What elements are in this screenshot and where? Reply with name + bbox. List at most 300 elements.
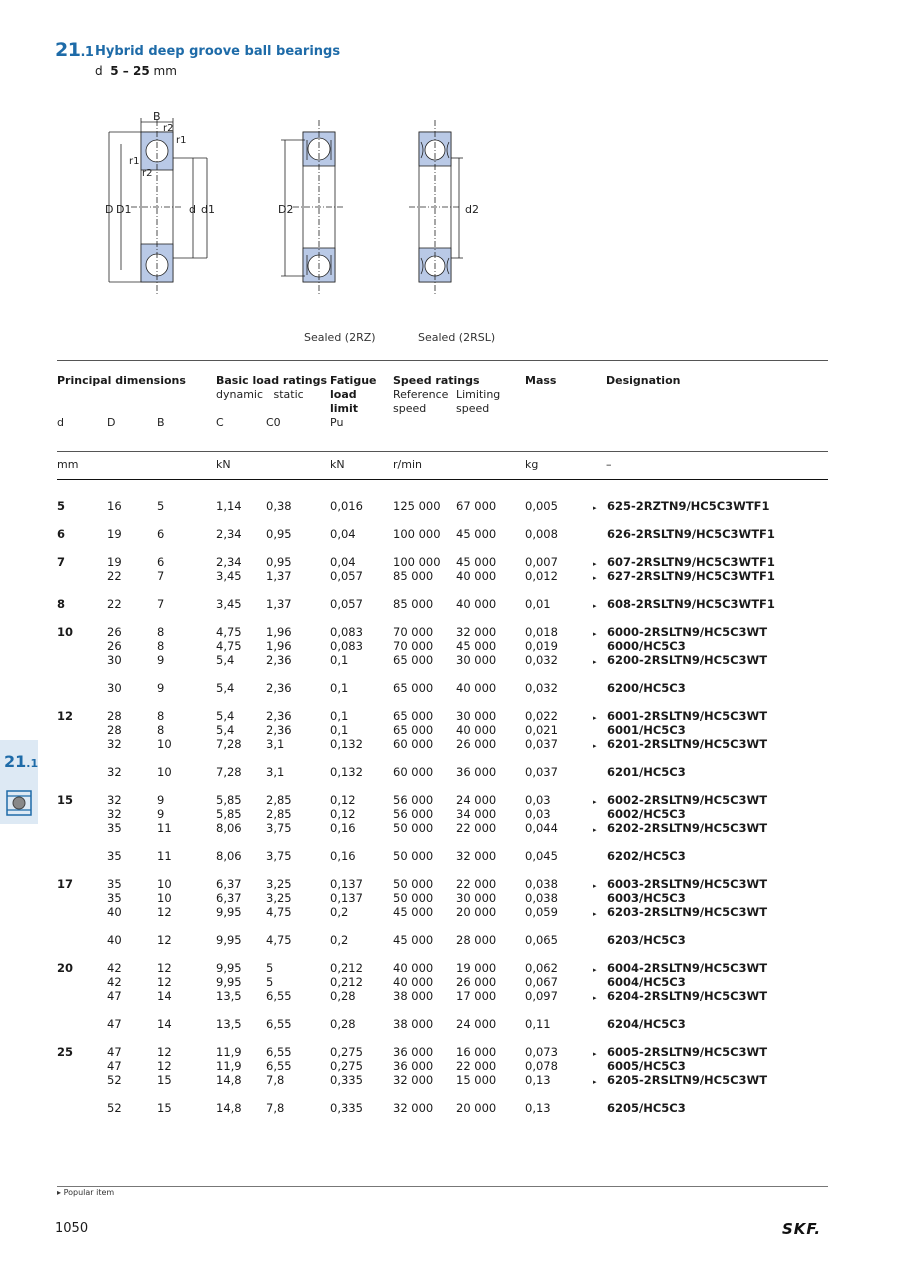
cell-b: 12 (157, 905, 172, 919)
cell-designation[interactable] (607, 849, 686, 863)
cell-c0: 2,36 (266, 709, 292, 723)
dim-label-d: d (189, 203, 196, 216)
cell-mass: 0,067 (525, 975, 558, 989)
cell-d: 42 (107, 975, 122, 989)
cell-mass: 0,01 (525, 597, 551, 611)
designation-text: 6003/HC5C3 (607, 891, 686, 905)
cell-designation[interactable] (607, 807, 686, 821)
cell-mass: 0,11 (525, 1017, 551, 1031)
designation-text: 607-2RSLTN9/HC5C3WTF1 (607, 555, 775, 569)
cell-designation[interactable] (607, 765, 686, 779)
cell-lim: 40 000 (456, 723, 497, 737)
cell-designation[interactable] (607, 723, 686, 737)
cell-lim: 28 000 (456, 933, 497, 947)
cell-lim: 40 000 (456, 597, 497, 611)
cell-c0: 0,38 (266, 499, 292, 513)
popular-item-marker: ▸ (593, 994, 597, 1002)
designation-text: 6005/HC5C3 (607, 1059, 686, 1073)
cell-b: 7 (157, 597, 165, 611)
cell-ref: 65 000 (393, 709, 434, 723)
cell-designation[interactable] (593, 737, 768, 751)
cell-pu: 0,016 (330, 499, 363, 513)
cell-designation[interactable] (593, 653, 768, 667)
page-title: Hybrid deep groove ball bearings (95, 44, 341, 59)
cell-designation[interactable] (593, 905, 768, 919)
cell-d: 40 (107, 933, 122, 947)
cell-lim: 26 000 (456, 975, 497, 989)
cell-b: 8 (157, 625, 165, 639)
cell-ref: 38 000 (393, 989, 434, 1003)
cell-mass: 0,073 (525, 1045, 558, 1059)
cell-mass: 0,038 (525, 891, 558, 905)
cell-designation[interactable] (607, 1059, 686, 1073)
cell-pu: 0,275 (330, 1045, 363, 1059)
designation-text: 6002/HC5C3 (607, 807, 686, 821)
cell-designation[interactable] (593, 499, 770, 513)
cell-d: 35 (107, 877, 122, 891)
sym-D: D (107, 416, 116, 429)
cell-mass: 0,065 (525, 933, 558, 947)
cell-designation[interactable] (593, 1073, 768, 1087)
cell-ref: 45 000 (393, 933, 434, 947)
cell-ref: 85 000 (393, 569, 434, 583)
cell-pu: 0,1 (330, 653, 349, 667)
cell-lim: 30 000 (456, 653, 497, 667)
cell-b: 15 (157, 1073, 172, 1087)
footer-rule (57, 1186, 828, 1187)
cell-c0: 2,36 (266, 723, 292, 737)
designation-text: 6202/HC5C3 (607, 849, 686, 863)
cell-d: 26 (107, 625, 122, 639)
cell-lim: 32 000 (456, 625, 497, 639)
cell-designation[interactable] (607, 527, 775, 541)
cell-mass: 0,005 (525, 499, 558, 513)
cell-c0: 0,95 (266, 555, 292, 569)
cell-d: 20 (57, 961, 74, 975)
cell-ref: 32 000 (393, 1101, 434, 1115)
cell-b: 9 (157, 807, 165, 821)
cell-lim: 20 000 (456, 1101, 497, 1115)
cell-d: 47 (107, 1045, 122, 1059)
cell-pu: 0,057 (330, 597, 363, 611)
cell-d: 10 (57, 625, 74, 639)
cell-c0: 6,55 (266, 1059, 292, 1073)
cell-d: 17 (57, 877, 74, 891)
dim-label-D1: D1 (116, 203, 132, 216)
cell-d: 42 (107, 961, 122, 975)
cell-d: 22 (107, 597, 122, 611)
cell-d: 8 (57, 597, 66, 611)
cell-c0: 6,55 (266, 989, 292, 1003)
skf-logo: SKF. (782, 1220, 822, 1238)
cell-d: 52 (107, 1101, 122, 1115)
col-designation: Designation (606, 374, 681, 387)
cell-b: 9 (157, 653, 165, 667)
unit-mm: mm (57, 458, 79, 471)
cell-c: 14,8 (216, 1101, 242, 1115)
cell-designation[interactable] (607, 681, 686, 695)
cell-pu: 0,137 (330, 877, 363, 891)
cell-c: 7,28 (216, 737, 242, 751)
cell-pu: 0,335 (330, 1073, 363, 1087)
cell-b: 11 (157, 821, 172, 835)
cell-c: 8,06 (216, 849, 242, 863)
cell-d: 19 (107, 527, 122, 541)
designation-text: 6201-2RSLTN9/HC5C3WT (607, 737, 768, 751)
cell-mass: 0,097 (525, 989, 558, 1003)
cell-lim: 15 000 (456, 1073, 497, 1087)
dim-label-r1: r1 (129, 156, 140, 167)
cell-ref: 56 000 (393, 793, 434, 807)
cell-c: 6,37 (216, 891, 242, 905)
unit-kn-fatigue: kN (330, 458, 345, 471)
cell-lim: 36 000 (456, 765, 497, 779)
cell-d: 28 (107, 709, 122, 723)
cell-lim: 22 000 (456, 1059, 497, 1073)
cell-b: 10 (157, 891, 172, 905)
cell-c0: 5 (266, 961, 274, 975)
cell-ref: 60 000 (393, 737, 434, 751)
cell-pu: 0,132 (330, 737, 363, 751)
cell-pu: 0,12 (330, 793, 356, 807)
designation-text: 6203-2RSLTN9/HC5C3WT (607, 905, 768, 919)
col-basic-load-ratings: Basic load ratings (216, 374, 328, 387)
cell-c: 9,95 (216, 905, 242, 919)
cell-pu: 0,16 (330, 849, 356, 863)
designation-text: 625-2RZTN9/HC5C3WTF1 (607, 499, 770, 513)
cell-pu: 0,212 (330, 975, 363, 989)
cell-ref: 50 000 (393, 877, 434, 891)
dim-label-r2-top: r2 (163, 123, 174, 134)
cell-c: 13,5 (216, 989, 242, 1003)
unit-kg: kg (525, 458, 539, 471)
cell-pu: 0,275 (330, 1059, 363, 1073)
col-mass: Mass (525, 374, 557, 387)
cell-b: 7 (157, 569, 165, 583)
cell-c: 5,4 (216, 653, 235, 667)
dim-label-D: D (105, 203, 114, 216)
cell-d: 35 (107, 821, 122, 835)
cell-c0: 2,36 (266, 653, 292, 667)
popular-item-marker: ▸ (593, 602, 597, 610)
cell-c0: 2,85 (266, 793, 292, 807)
popular-item-marker: ▸ (593, 826, 597, 834)
side-tab-number: 21.1 (4, 752, 39, 771)
col-principal-dimensions: Principal dimensions (57, 374, 186, 387)
cell-ref: 70 000 (393, 639, 434, 653)
designation-text: 6004-2RSLTN9/HC5C3WT (607, 961, 768, 975)
cell-designation[interactable] (593, 555, 775, 569)
unit-kn-load: kN (216, 458, 231, 471)
cell-ref: 36 000 (393, 1059, 434, 1073)
cell-c0: 3,1 (266, 765, 285, 779)
cell-mass: 0,032 (525, 653, 558, 667)
popular-item-marker: ▸ (593, 630, 597, 638)
dim-label-d2: d2 (465, 203, 479, 216)
section-number: 21.1 (55, 39, 94, 61)
cell-b: 8 (157, 723, 165, 737)
cell-mass: 0,038 (525, 877, 558, 891)
cell-mass: 0,032 (525, 681, 558, 695)
cell-pu: 0,28 (330, 989, 356, 1003)
cell-c: 8,06 (216, 821, 242, 835)
cell-c: 11,9 (216, 1045, 242, 1059)
cell-c: 5,4 (216, 723, 235, 737)
cell-ref: 85 000 (393, 597, 434, 611)
cell-ref: 56 000 (393, 807, 434, 821)
designation-text: 6204-2RSLTN9/HC5C3WT (607, 989, 768, 1003)
cell-ref: 40 000 (393, 961, 434, 975)
popular-item-marker: ▸ (593, 798, 597, 806)
popular-item-marker: ▸ (593, 742, 597, 750)
cell-ref: 38 000 (393, 1017, 434, 1031)
cell-lim: 34 000 (456, 807, 497, 821)
cell-b: 10 (157, 737, 172, 751)
dim-label-B: B (153, 110, 161, 123)
designation-text: 6205-2RSLTN9/HC5C3WT (607, 1073, 768, 1087)
cell-c0: 1,96 (266, 625, 292, 639)
cell-mass: 0,062 (525, 961, 558, 975)
cell-c: 1,14 (216, 499, 242, 513)
cell-c: 14,8 (216, 1073, 242, 1087)
cell-d: 32 (107, 765, 122, 779)
cell-designation[interactable] (593, 569, 775, 583)
cell-c: 4,75 (216, 625, 242, 639)
cell-c: 3,45 (216, 597, 242, 611)
cell-c0: 6,55 (266, 1017, 292, 1031)
cell-c: 11,9 (216, 1059, 242, 1073)
cell-ref: 100 000 (393, 555, 441, 569)
popular-item-marker: ▸ (593, 574, 597, 582)
cell-ref: 65 000 (393, 681, 434, 695)
cell-c0: 7,8 (266, 1073, 285, 1087)
cell-lim: 17 000 (456, 989, 497, 1003)
cell-c0: 3,25 (266, 891, 292, 905)
cell-c0: 3,75 (266, 849, 292, 863)
designation-text: 6200-2RSLTN9/HC5C3WT (607, 653, 768, 667)
designation-text: 6205/HC5C3 (607, 1101, 686, 1115)
cell-c: 5,85 (216, 807, 242, 821)
cell-mass: 0,059 (525, 905, 558, 919)
cell-d: 25 (57, 1045, 74, 1059)
cell-designation[interactable] (607, 933, 686, 947)
caption-sealed-2rz: Sealed (2RZ) (304, 331, 376, 344)
designation-text: 6001/HC5C3 (607, 723, 686, 737)
cell-b: 5 (157, 499, 165, 513)
cell-d: 32 (107, 793, 122, 807)
cell-b: 8 (157, 639, 165, 653)
designation-text: 6203/HC5C3 (607, 933, 686, 947)
cell-lim: 22 000 (456, 877, 497, 891)
cell-pu: 0,1 (330, 723, 349, 737)
popular-item-marker: ▸ (593, 714, 597, 722)
size-range: d 5 – 25 mm (95, 64, 177, 78)
cell-designation[interactable] (593, 961, 768, 975)
bearing-icon (6, 790, 32, 816)
cell-c0: 2,36 (266, 681, 292, 695)
dim-label-r2: r2 (142, 168, 153, 179)
dim-label-r1-top: r1 (176, 135, 187, 146)
cell-c0: 0,95 (266, 527, 292, 541)
sym-d: d (57, 416, 64, 429)
designation-text: 6202-2RSLTN9/HC5C3WT (607, 821, 768, 835)
cell-c0: 6,55 (266, 1045, 292, 1059)
designation-text: 6000/HC5C3 (607, 639, 686, 653)
col-fatigue-load-limit: Fatigue load limit (330, 374, 377, 415)
sym-Pu: Pu (330, 416, 344, 429)
cell-lim: 45 000 (456, 639, 497, 653)
cell-c0: 1,96 (266, 639, 292, 653)
designation-text: 6003-2RSLTN9/HC5C3WT (607, 877, 768, 891)
popular-item-marker: ▸ (593, 658, 597, 666)
cell-ref: 50 000 (393, 849, 434, 863)
cell-c0: 3,75 (266, 821, 292, 835)
cell-designation[interactable] (593, 821, 768, 835)
cell-ref: 65 000 (393, 723, 434, 737)
cell-b: 9 (157, 681, 165, 695)
cell-pu: 0,1 (330, 709, 349, 723)
cell-d: 16 (107, 499, 122, 513)
cell-pu: 0,132 (330, 765, 363, 779)
cell-designation[interactable] (607, 975, 686, 989)
cell-lim: 22 000 (456, 821, 497, 835)
cell-b: 12 (157, 1059, 172, 1073)
cell-ref: 32 000 (393, 1073, 434, 1087)
cell-designation[interactable] (593, 625, 768, 639)
popular-item-marker: ▸ (593, 560, 597, 568)
dim-label-D2: D2 (278, 203, 294, 216)
cell-pu: 0,16 (330, 821, 356, 835)
cell-d: 6 (57, 527, 66, 541)
cell-pu: 0,12 (330, 807, 356, 821)
designation-text: 627-2RSLTN9/HC5C3WTF1 (607, 569, 775, 583)
cell-designation[interactable] (607, 891, 686, 905)
cell-d: 47 (107, 1059, 122, 1073)
cell-d: 12 (57, 709, 74, 723)
cell-ref: 36 000 (393, 1045, 434, 1059)
cell-mass: 0,021 (525, 723, 558, 737)
cell-ref: 50 000 (393, 891, 434, 905)
cell-b: 14 (157, 1017, 172, 1031)
designation-text: 6004/HC5C3 (607, 975, 686, 989)
cell-c0: 3,25 (266, 877, 292, 891)
cell-mass: 0,022 (525, 709, 558, 723)
cell-designation[interactable] (593, 709, 768, 723)
cell-b: 10 (157, 765, 172, 779)
cell-designation[interactable] (593, 1045, 768, 1059)
cell-mass: 0,03 (525, 793, 551, 807)
cell-d: 5 (57, 499, 66, 513)
cell-designation[interactable] (607, 1017, 686, 1031)
caption-sealed-2rsl: Sealed (2RSL) (418, 331, 496, 344)
cell-b: 6 (157, 527, 165, 541)
cell-b: 12 (157, 933, 172, 947)
cell-mass: 0,13 (525, 1101, 551, 1115)
cell-pu: 0,1 (330, 681, 349, 695)
cell-d: 15 (57, 793, 74, 807)
cell-designation[interactable] (607, 639, 686, 653)
cell-pu: 0,2 (330, 933, 349, 947)
cell-ref: 70 000 (393, 625, 434, 639)
sym-C0: C0 (266, 416, 281, 429)
cell-ref: 65 000 (393, 653, 434, 667)
cell-pu: 0,2 (330, 905, 349, 919)
cell-designation[interactable] (607, 1101, 686, 1115)
cell-d: 26 (107, 639, 122, 653)
cell-c: 5,4 (216, 681, 235, 695)
designation-text: 6000-2RSLTN9/HC5C3WT (607, 625, 768, 639)
cell-ref: 60 000 (393, 765, 434, 779)
designation-text: 6001-2RSLTN9/HC5C3WT (607, 709, 768, 723)
designation-text: 626-2RSLTN9/HC5C3WTF1 (607, 527, 775, 541)
cell-d: 19 (107, 555, 122, 569)
designation-text: 6005-2RSLTN9/HC5C3WT (607, 1045, 768, 1059)
cell-c0: 3,1 (266, 737, 285, 751)
designation-text: 6200/HC5C3 (607, 681, 686, 695)
cell-c0: 7,8 (266, 1101, 285, 1115)
cell-lim: 67 000 (456, 499, 497, 513)
cell-pu: 0,28 (330, 1017, 356, 1031)
cell-lim: 24 000 (456, 1017, 497, 1031)
cell-pu: 0,04 (330, 555, 356, 569)
cell-d: 40 (107, 905, 122, 919)
cell-c0: 5 (266, 975, 274, 989)
cell-ref: 40 000 (393, 975, 434, 989)
cell-lim: 45 000 (456, 527, 497, 541)
cell-b: 12 (157, 961, 172, 975)
cell-lim: 30 000 (456, 891, 497, 905)
cell-designation[interactable] (593, 989, 768, 1003)
cell-mass: 0,007 (525, 555, 558, 569)
cell-designation[interactable] (593, 597, 775, 611)
cell-c: 3,45 (216, 569, 242, 583)
sym-C: C (216, 416, 224, 429)
cell-d: 22 (107, 569, 122, 583)
cell-mass: 0,037 (525, 765, 558, 779)
cell-d: 30 (107, 681, 122, 695)
cell-designation[interactable] (593, 877, 768, 891)
cell-lim: 24 000 (456, 793, 497, 807)
cell-c: 2,34 (216, 527, 242, 541)
unit-dash: – (606, 458, 612, 471)
cell-mass: 0,044 (525, 821, 558, 835)
cell-b: 11 (157, 849, 172, 863)
sym-B: B (157, 416, 165, 429)
cell-d: 47 (107, 989, 122, 1003)
cell-pu: 0,212 (330, 961, 363, 975)
cell-ref: 100 000 (393, 527, 441, 541)
designation-text: 6204/HC5C3 (607, 1017, 686, 1031)
cell-designation[interactable] (593, 793, 768, 807)
cell-c: 9,95 (216, 961, 242, 975)
footnote-popular-item: ▸ Popular item (57, 1188, 115, 1197)
cell-pu: 0,335 (330, 1101, 363, 1115)
designation-text: 608-2RSLTN9/HC5C3WTF1 (607, 597, 775, 611)
cell-c: 2,34 (216, 555, 242, 569)
cell-mass: 0,078 (525, 1059, 558, 1073)
designation-text: 6002-2RSLTN9/HC5C3WT (607, 793, 768, 807)
col-basic-sub: dynamic static (216, 388, 304, 401)
popular-item-marker: ▸ (593, 966, 597, 974)
dim-label-d1: d1 (201, 203, 215, 216)
unit-rmin: r/min (393, 458, 422, 471)
cell-d: 47 (107, 1017, 122, 1031)
cell-lim: 45 000 (456, 555, 497, 569)
cell-mass: 0,018 (525, 625, 558, 639)
cell-mass: 0,13 (525, 1073, 551, 1087)
cell-pu: 0,057 (330, 569, 363, 583)
cell-c: 4,75 (216, 639, 242, 653)
